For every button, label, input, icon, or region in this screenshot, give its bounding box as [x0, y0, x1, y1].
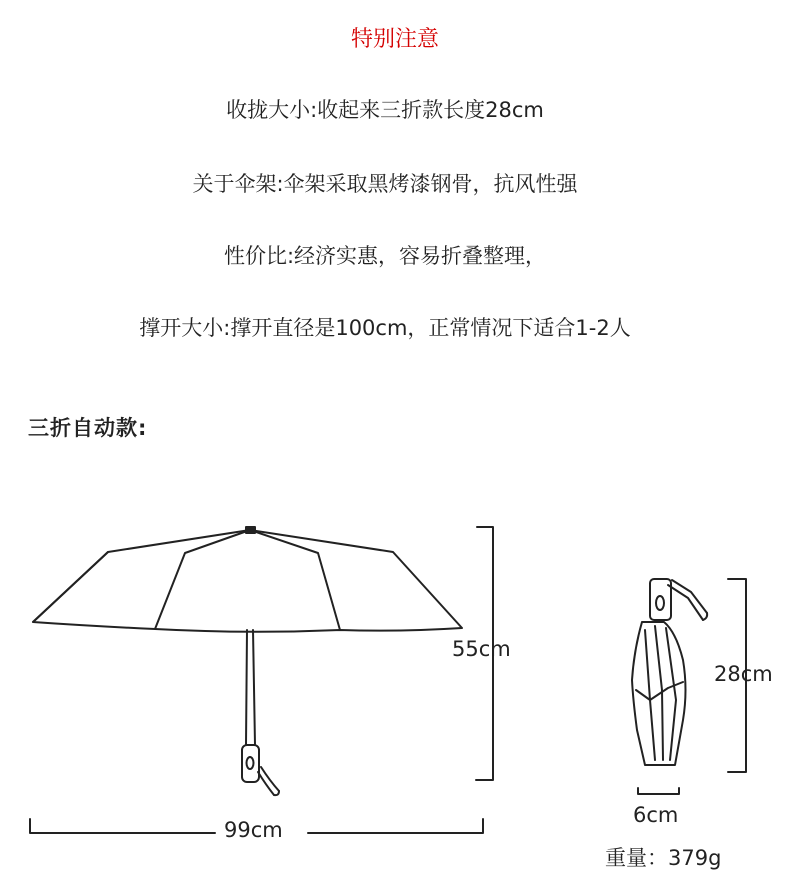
open-width-label: 99cm: [224, 818, 283, 842]
folded-width-label: 6cm: [633, 803, 679, 827]
section-title: 三折自动款:: [28, 416, 148, 440]
folded-width-bracket: [638, 788, 679, 794]
open-height-label: 55cm: [452, 637, 511, 661]
weight-label: 重量：379g: [605, 846, 722, 870]
open-umbrella-icon: [33, 527, 462, 795]
folded-size-text: 收拢大小:收起来三折款长度28cm: [226, 98, 544, 122]
folded-length-label: 28cm: [714, 662, 773, 686]
open-size-text: 撑开大小:撑开直径是100cm，正常情况下适合1-2人: [139, 316, 631, 340]
value-text: 性价比:经济实惠，容易折叠整理，: [223, 244, 547, 268]
frame-info-text: 关于伞架:伞架采取黑烤漆钢骨，抗风性强: [192, 172, 578, 196]
folded-umbrella-icon: [632, 579, 707, 765]
notice-title: 特别注意: [350, 27, 439, 52]
